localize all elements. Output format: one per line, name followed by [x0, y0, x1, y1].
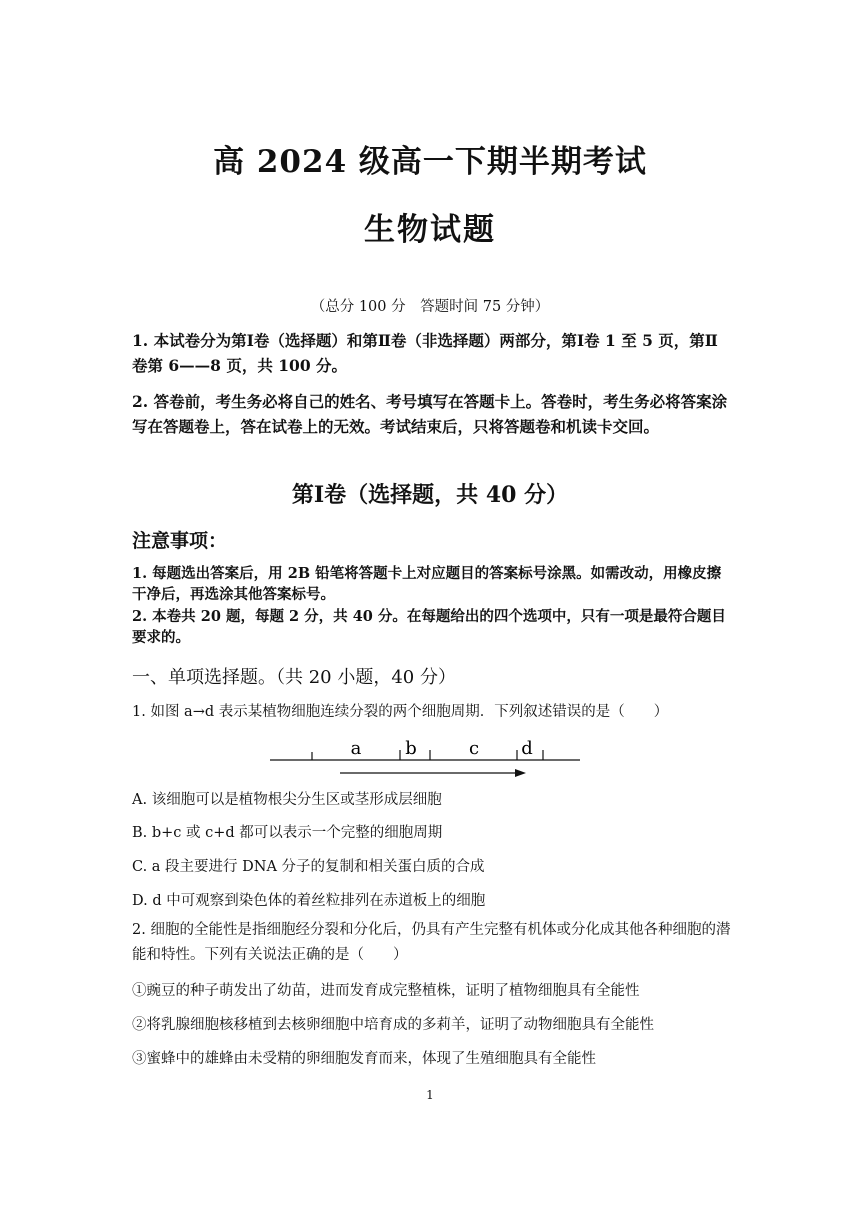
exam-title: 高 2024 级高一下期半期考试	[213, 144, 647, 180]
question-2-statement-1: ①豌豆的种子萌发出了幼苗，进而发育成完整植株，证明了植物细胞具有全能性	[132, 983, 640, 999]
question-2-statement-2: ②将乳腺细胞核移植到去核卵细胞中培育成的多莉羊，证明了动物细胞具有全能性	[132, 1017, 654, 1033]
notice-heading: 注意事项：	[132, 530, 228, 552]
cell-cycle-figure	[260, 732, 590, 782]
arrow-head-icon	[515, 769, 526, 777]
question-1-option-b: B. b+c 或 c+d 都可以表示一个完整的细胞周期	[132, 825, 443, 841]
exam-info: （总分 100 分 答题时间 75 分钟）	[310, 299, 550, 315]
segment-label-d: d	[521, 738, 533, 759]
question-1-option-c: C. a 段主要进行 DNA 分子的复制和相关蛋白质的合成	[132, 859, 485, 875]
question-2-statement-3: ③蜜蜂中的雄蜂由未受精的卵细胞发育而来，体现了生殖细胞具有全能性	[132, 1051, 596, 1067]
question-1-stem: 1. 如图 a→d 表示某植物细胞连续分裂的两个细胞周期．下列叙述错误的是（ ）	[132, 704, 669, 720]
subject-title: 生物试题	[364, 212, 496, 248]
segment-label-a: a	[350, 738, 362, 759]
question-1-option-d: D. d 中可观察到染色体的着丝粒排列在赤道板上的细胞	[132, 893, 486, 909]
section-title: 第Ⅰ卷（选择题，共 40 分）	[291, 482, 569, 508]
page-number: 1	[426, 1088, 434, 1102]
part-title: 一、单项选择题。（共 20 小题，40 分）	[132, 667, 456, 688]
instruction-2: 2. 答卷前，考生务必将自己的姓名、考号填写在答题卡上。答卷时，考生务必将答案涂写在答题卷上，答在试卷上的无效。考试结束后，只将答题卷和机读卡交回。	[132, 392, 728, 436]
segment-label-b: b	[405, 738, 417, 759]
question-1-option-a: A. 该细胞可以是植物根尖分生区或茎形成层细胞	[132, 792, 442, 808]
segment-label-c: c	[468, 738, 480, 759]
instruction-1: 1. 本试卷分为第Ⅰ卷（选择题）和第Ⅱ卷（非选择题）两部分，第Ⅰ卷 1 至 5 页，第Ⅱ卷第 6——8 页，共 100 分。	[132, 331, 718, 375]
notice-1: 1. 每题选出答案后，用 2B 铅笔将答题卡上对应题目的答案标号涂黑。如需改动，用橡皮擦干净后，再选涂其他答案标号。	[132, 565, 722, 603]
notice-2: 2. 本卷共 20 题，每题 2 分，共 40 分。在每题给出的四个选项中，只有一项是最符合题目要求的。	[132, 608, 726, 646]
question-2-stem: 2. 细胞的全能性是指细胞经分裂和分化后，仍具有产生完整有机体或分化成其他各种细胞的潜能和特性。下列有关说法正确的是（ ）	[132, 922, 731, 963]
